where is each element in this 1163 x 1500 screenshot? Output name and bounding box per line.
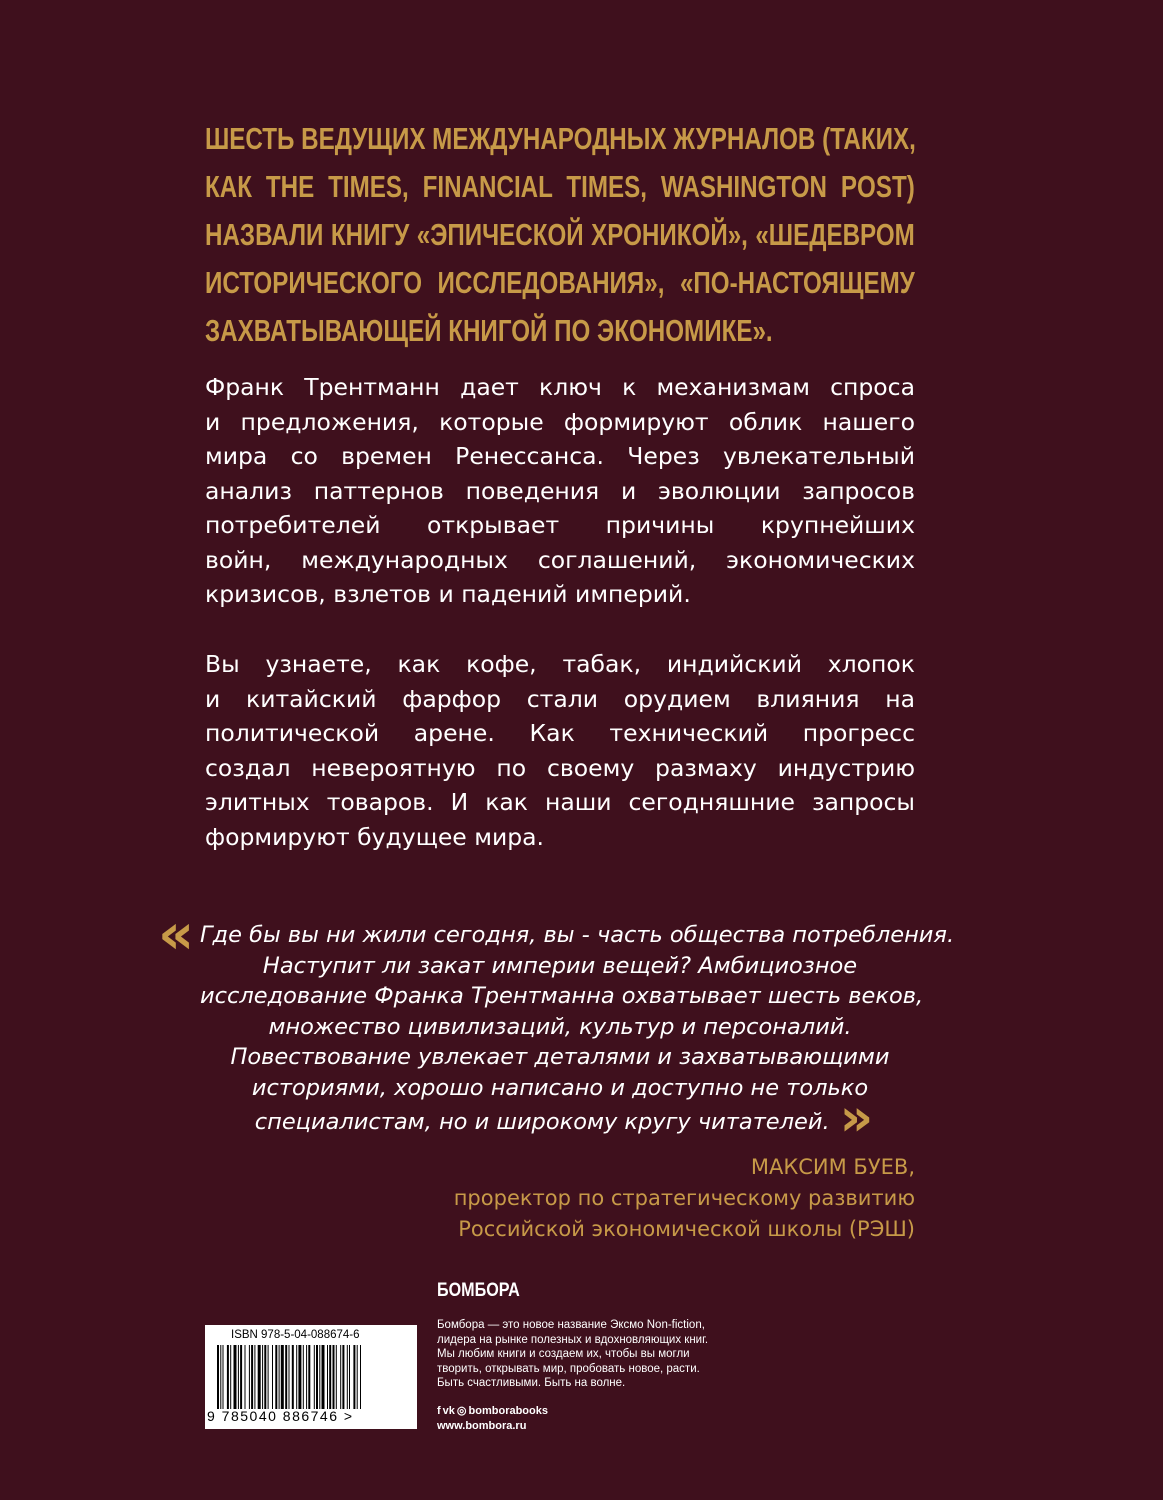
barcode-bar <box>245 1345 246 1409</box>
headline-line: ШЕСТЬ ВЕДУЩИХ МЕЖДУНАРОДНЫХ ЖУРНАЛОВ (ТАКИХ, <box>205 121 916 156</box>
barcode-bar <box>281 1345 284 1409</box>
barcode-bar <box>333 1345 335 1409</box>
barcode-bar <box>327 1345 328 1409</box>
author-title-line: Российской экономической школы (РЭШ) <box>458 1217 915 1241</box>
barcode-bar <box>223 1345 224 1409</box>
description-paragraph-2 <box>205 647 915 854</box>
barcode-bar <box>322 1345 325 1409</box>
vk-icon[interactable]: vk <box>442 1404 455 1417</box>
barcode-bar <box>275 1345 277 1409</box>
barcode-bar <box>230 1345 231 1409</box>
author-name: МАКСИМ БУЕВ, <box>750 1155 915 1179</box>
paragraph-line: политической арене. Как технический прогресс <box>205 719 915 747</box>
quote-line: историями, хорошо написано и доступно не только <box>251 1074 869 1101</box>
barcode-bar <box>342 1345 344 1409</box>
headline-line: ИСТОРИЧЕСКОГО ИССЛЕДОВАНИЯ», «ПО-НАСТОЯЩЕМУ <box>205 265 915 300</box>
barcode-bar <box>220 1345 221 1409</box>
quote-line: Где бы вы ни жили сегодня, вы - часть общества потребления. <box>200 922 955 948</box>
barcode-bar <box>264 1345 266 1409</box>
paragraph-line: элитных товаров. И как наши сегодняшние запросы <box>205 788 915 816</box>
paragraph-line: потребителей открывает причины крупнейших <box>205 511 915 539</box>
publisher-line: Быть счастливыми. Быть на волне. <box>437 1377 626 1390</box>
barcode-bar <box>353 1345 355 1409</box>
barcode-bar <box>336 1345 337 1409</box>
review-quote <box>200 920 955 1148</box>
barcode-bar <box>292 1345 294 1409</box>
quote-close-mark: » <box>839 1088 866 1148</box>
barcode-bar <box>319 1345 320 1409</box>
publisher-line: Бомбора — это новое название Эксмо Non-fiction, <box>437 1319 705 1331</box>
barcode-bar <box>234 1345 237 1409</box>
facebook-icon[interactable]: f <box>437 1404 441 1417</box>
quote-line: исследование Франка Трентманна охватывает шесть веков, <box>200 983 924 1009</box>
paragraph-line: создал невероятную по своему размаху индустрию <box>205 753 915 782</box>
publisher-line: творить, открывать мир, пробовать новое, расти. <box>437 1362 700 1375</box>
headline-line: КАК THE TIMES, FINANCIAL TIMES, WASHINGTON POST) <box>205 169 915 204</box>
barcode-bar <box>357 1345 358 1409</box>
author-title-line: проректор по стратегическому развитию <box>453 1186 915 1210</box>
barcode-digits: 9 785040 886746 > <box>207 1408 354 1424</box>
barcode-bar <box>268 1345 269 1409</box>
barcode-bar <box>240 1345 242 1409</box>
barcode-bar <box>298 1345 301 1409</box>
barcode-bar <box>262 1345 263 1409</box>
publisher-block <box>437 1280 797 1432</box>
social-handle[interactable]: bomborabooks <box>468 1404 548 1417</box>
isbn-label: ISBN 978-5-04-088674-6 <box>231 1329 360 1341</box>
barcode-bar <box>306 1345 307 1409</box>
barcode-bar <box>340 1345 341 1409</box>
barcode-bar <box>279 1345 280 1409</box>
publisher-logo: БОМБОРА <box>437 1280 520 1301</box>
paragraph-line: и предложения, которые формируют облик нашего <box>205 407 915 436</box>
publisher-line: Мы любим книги и создаем их, чтобы вы могли <box>437 1348 690 1361</box>
quote-author <box>454 1152 915 1245</box>
paragraph-line: анализ паттернов поведения и эволюции запросов <box>205 476 915 505</box>
quote-last-line-wrap <box>200 1088 920 1148</box>
barcode-bar <box>272 1345 273 1409</box>
barcode-bars <box>217 1345 405 1409</box>
barcode-bar <box>254 1345 255 1409</box>
barcode-bar <box>308 1345 310 1409</box>
barcode-bar <box>303 1345 304 1409</box>
barcode-bar <box>238 1345 239 1409</box>
barcode-bar <box>227 1345 229 1409</box>
headline-line: ЗАХВАТЫВАЮЩЕЙ КНИГОЙ ПО ЭКОНОМИКЕ». <box>205 313 773 348</box>
description-paragraph-1 <box>205 370 915 612</box>
barcode-bar <box>285 1345 287 1409</box>
quote-line: специалистам, но и широкому кругу читателей. <box>254 1109 830 1135</box>
publisher-description <box>437 1318 797 1391</box>
website-link[interactable]: www.bombora.ru <box>437 1419 527 1432</box>
paragraph-line: кризисов, взлетов и падений империй. <box>205 580 691 608</box>
quote-line: Наступит ли закат империи вещей? Амбициозное <box>262 952 858 979</box>
quote-line: Повествование увлекает деталями и захватывающими <box>230 1044 890 1070</box>
barcode-bar <box>217 1345 219 1409</box>
barcode-bar <box>296 1345 297 1409</box>
paragraph-line: мира со времен Ренессанса. Через увлекательный <box>205 442 915 470</box>
paragraph-line: Вы узнаете, как кофе, табак, индийский хлопок <box>205 650 915 678</box>
paragraph-line: Франк Трентманн дает ключ к механизмам спроса <box>205 373 915 401</box>
barcode-bar <box>258 1345 261 1409</box>
barcode-bar <box>347 1345 348 1409</box>
barcode-bar <box>249 1345 250 1409</box>
barcode-bar <box>314 1345 315 1409</box>
paragraph-line: войн, международных соглашений, экономических <box>205 545 915 574</box>
social-links <box>437 1405 797 1417</box>
paragraph-line: и китайский фарфор стали орудием влияния на <box>205 684 915 713</box>
barcode-bar <box>289 1345 290 1409</box>
barcode-bar <box>349 1345 350 1409</box>
barcode-bar <box>316 1345 318 1409</box>
barcode-bar <box>329 1345 331 1409</box>
quote-open-mark: « <box>158 902 187 967</box>
headline-line: НАЗВАЛИ КНИГУ «ЭПИЧЕСКОЙ ХРОНИКОЙ», «ШЕДЕВРОМ <box>205 217 915 252</box>
barcode <box>205 1325 417 1429</box>
publisher-line: лидера на рынке полезных и вдохновляющих книг. <box>437 1333 709 1346</box>
instagram-icon[interactable]: ◎ <box>456 1404 467 1417</box>
barcode-bar <box>360 1345 361 1409</box>
quote-line: множество цивилизаций, культур и персоналий. <box>268 1013 852 1040</box>
headline <box>205 115 916 355</box>
barcode-bar <box>251 1345 253 1409</box>
paragraph-line: формируют будущее мира. <box>205 822 545 851</box>
